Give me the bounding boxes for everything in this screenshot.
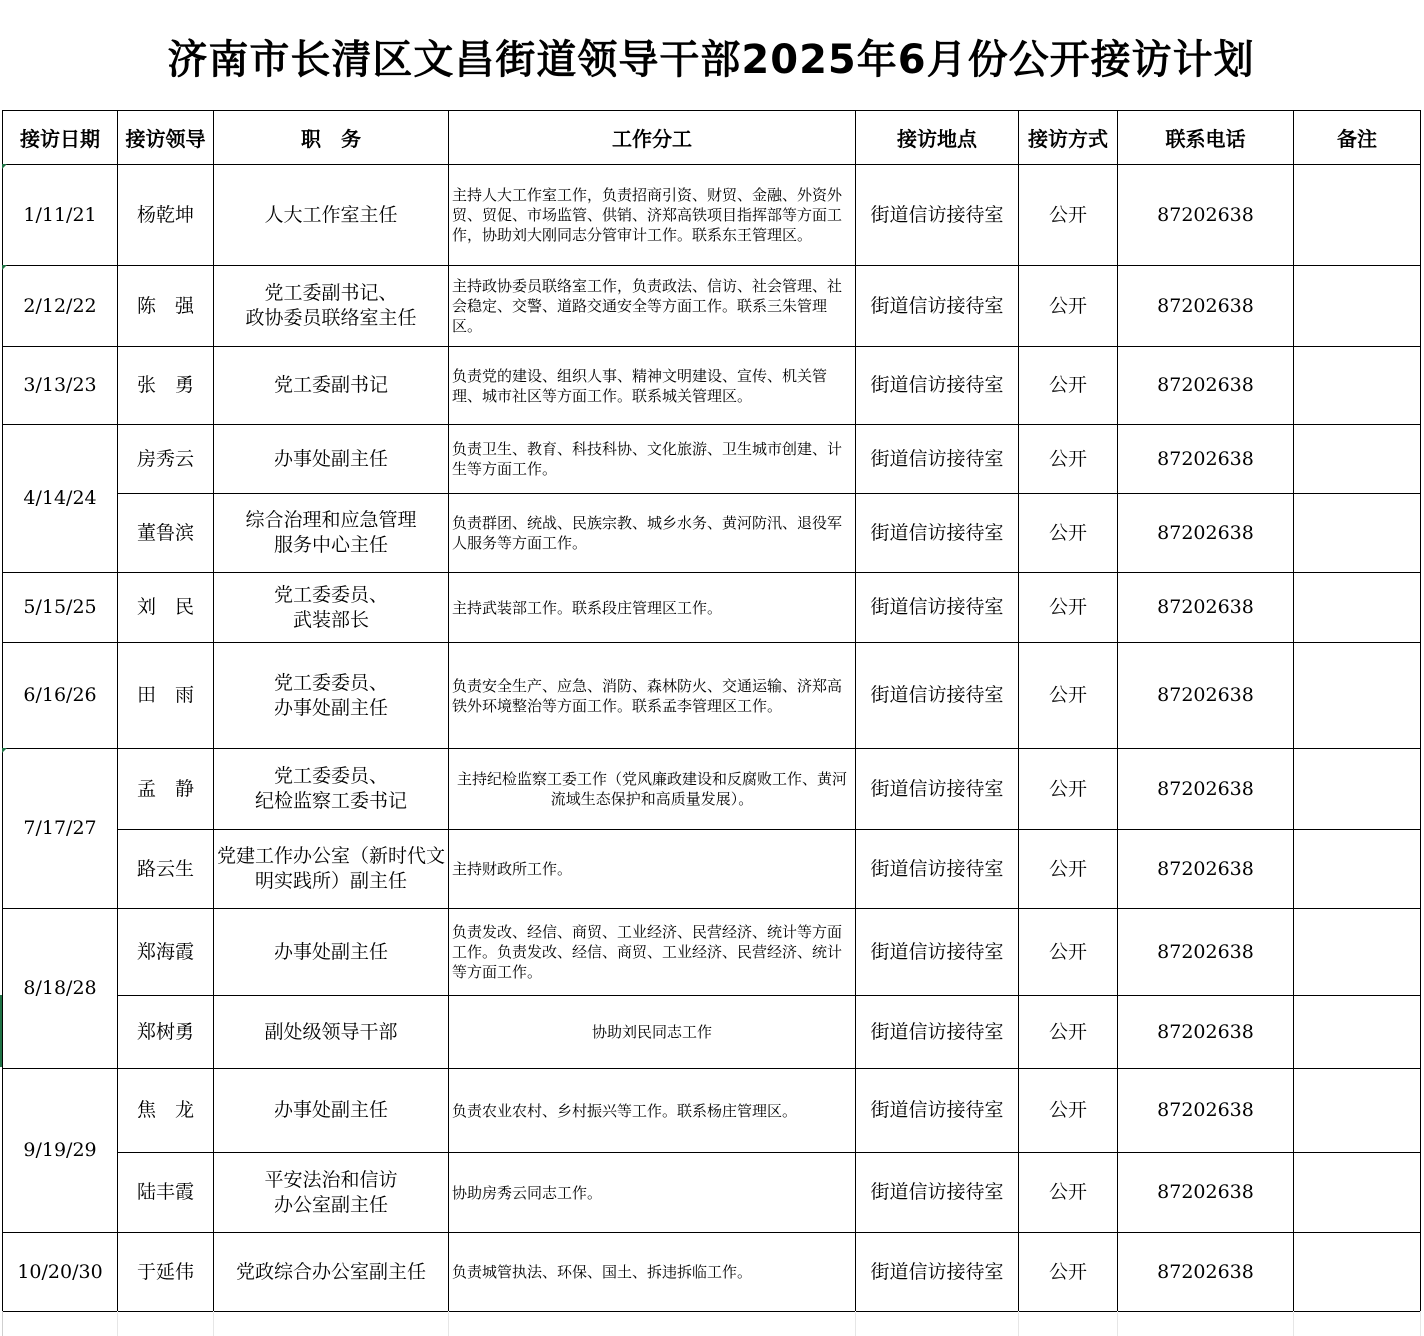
cell-method[interactable]: 公开 [1019, 165, 1118, 266]
cell-date[interactable]: 9/19/29 [3, 1069, 118, 1233]
cell-position[interactable]: 人大工作室主任 [214, 165, 449, 266]
cell-duty[interactable]: 负责群团、统战、民族宗教、城乡水务、黄河防汛、退役军人服务等方面工作。 [449, 494, 856, 573]
cell-duty[interactable]: 主持武装部工作。联系段庄管理区工作。 [449, 573, 856, 643]
cell-date[interactable]: 10/20/30 [3, 1233, 118, 1312]
selection-indicator [0, 995, 2, 1067]
cell-note[interactable] [1294, 1153, 1421, 1233]
table-row [3, 1153, 1421, 1233]
cell-method[interactable]: 公开 [1019, 425, 1118, 494]
cell-duty[interactable]: 负责卫生、教育、科技科协、文化旅游、卫生城市创建、计生等方面工作。 [449, 425, 856, 494]
cell-location[interactable]: 街道信访接待室 [856, 165, 1019, 266]
table-row [3, 165, 1421, 266]
cell-date[interactable]: 6/16/26 [3, 643, 118, 749]
cell-phone[interactable]: 87202638 [1118, 266, 1294, 347]
cell-location[interactable]: 街道信访接待室 [856, 573, 1019, 643]
table-row [3, 1233, 1421, 1312]
table-row [3, 830, 1421, 909]
cell-duty[interactable]: 负责党的建设、组织人事、精神文明建设、宣传、机关管理、城市社区等方面工作。联系城关管理区。 [449, 347, 856, 425]
cell-position[interactable]: 党工委委员、 办事处副主任 [214, 643, 449, 749]
cell-date[interactable]: 3/13/23 [3, 347, 118, 425]
cell-phone[interactable]: 87202638 [1118, 165, 1294, 266]
cell-leader[interactable]: 刘 民 [118, 573, 214, 643]
cell-note[interactable] [1294, 425, 1421, 494]
cell-duty[interactable]: 主持政协委员联络室工作，负责政法、信访、社会管理、社会稳定、交警、道路交通安全等方面工作。联系三朱管理区。 [449, 266, 856, 347]
cell-leader[interactable]: 焦 龙 [118, 1069, 214, 1153]
cell-leader[interactable]: 郑树勇 [118, 996, 214, 1069]
cell-method[interactable]: 公开 [1019, 1233, 1118, 1312]
cell-position[interactable]: 副处级领导干部 [214, 996, 449, 1069]
table-row [3, 749, 1421, 830]
cell-phone[interactable]: 87202638 [1118, 996, 1294, 1069]
cell-location[interactable]: 街道信访接待室 [856, 347, 1019, 425]
cell-leader[interactable]: 路云生 [118, 830, 214, 909]
table-row [3, 425, 1421, 494]
cell-location[interactable]: 街道信访接待室 [856, 830, 1019, 909]
cell-note[interactable] [1294, 573, 1421, 643]
cell-leader[interactable]: 陈 强 [118, 266, 214, 347]
cell-note[interactable] [1294, 1069, 1421, 1153]
cell-method[interactable]: 公开 [1019, 347, 1118, 425]
cell-location[interactable]: 街道信访接待室 [856, 494, 1019, 573]
cell-duty[interactable]: 主持人大工作室工作，负责招商引资、财贸、金融、外资外贸、贸促、市场监管、供销、济郑高铁项目指挥部等方面工作，协助刘大刚同志分管审计工作。联系东王管理区。 [449, 165, 856, 266]
table-row [3, 909, 1421, 996]
cell-position[interactable]: 办事处副主任 [214, 425, 449, 494]
cell-method[interactable]: 公开 [1019, 573, 1118, 643]
cell-leader[interactable]: 郑海霞 [118, 909, 214, 996]
cell-duty[interactable]: 主持财政所工作。 [449, 830, 856, 909]
cell-duty[interactable]: 负责农业农村、乡村振兴等工作。联系杨庄管理区。 [449, 1069, 856, 1153]
cell-leader[interactable]: 张 勇 [118, 347, 214, 425]
cell-date[interactable]: 4/14/24 [3, 425, 118, 573]
cell-location[interactable]: 街道信访接待室 [856, 643, 1019, 749]
cell-leader[interactable]: 董鲁滨 [118, 494, 214, 573]
cell-phone[interactable]: 87202638 [1118, 1233, 1294, 1312]
table-row [3, 643, 1421, 749]
cell-location[interactable]: 街道信访接待室 [856, 1069, 1019, 1153]
cell-duty[interactable]: 负责城管执法、环保、国土、拆违拆临工作。 [449, 1233, 856, 1312]
empty-row [2, 1311, 1421, 1336]
cell-note[interactable] [1294, 749, 1421, 830]
cell-note[interactable] [1294, 347, 1421, 425]
cell-location[interactable]: 街道信访接待室 [856, 1233, 1019, 1312]
schedule-table [2, 110, 1421, 1312]
cell-location[interactable]: 街道信访接待室 [856, 1153, 1019, 1233]
cell-position[interactable]: 党建工作办公室（新时代文明实践所）副主任 [214, 830, 449, 909]
cell-date[interactable]: 8/18/28 [3, 909, 118, 1069]
header-date[interactable]: 接访日期 [3, 111, 118, 165]
cell-note[interactable] [1294, 1233, 1421, 1312]
cell-duty[interactable]: 负责安全生产、应急、消防、森林防火、交通运输、济郑高铁外环境整治等方面工作。联系孟李管理区工作。 [449, 643, 856, 749]
cell-phone[interactable]: 87202638 [1118, 494, 1294, 573]
cell-phone[interactable]: 87202638 [1118, 425, 1294, 494]
cell-phone[interactable]: 87202638 [1118, 1153, 1294, 1233]
table-row [3, 494, 1421, 573]
cell-location[interactable]: 街道信访接待室 [856, 266, 1019, 347]
table-row [3, 1069, 1421, 1153]
cell-method[interactable]: 公开 [1019, 909, 1118, 996]
header-method[interactable]: 接访方式 [1019, 111, 1118, 165]
table-row [3, 266, 1421, 347]
cell-phone[interactable]: 87202638 [1118, 643, 1294, 749]
cell-location[interactable]: 街道信访接待室 [856, 425, 1019, 494]
cell-position[interactable]: 党工委副书记、 政协委员联络室主任 [214, 266, 449, 347]
cell-position[interactable]: 办事处副主任 [214, 1069, 449, 1153]
cell-method[interactable]: 公开 [1019, 830, 1118, 909]
cell-duty[interactable]: 协助房秀云同志工作。 [449, 1153, 856, 1233]
cell-phone[interactable]: 87202638 [1118, 573, 1294, 643]
cell-date[interactable]: 5/15/25 [3, 573, 118, 643]
cell-position[interactable]: 党政综合办公室副主任 [214, 1233, 449, 1312]
cell-position[interactable]: 平安法治和信访 办公室副主任 [214, 1153, 449, 1233]
cell-leader[interactable]: 于延伟 [118, 1233, 214, 1312]
cell-note[interactable] [1294, 643, 1421, 749]
cell-leader[interactable]: 田 雨 [118, 643, 214, 749]
header-leader[interactable]: 接访领导 [118, 111, 214, 165]
cell-leader[interactable]: 孟 静 [118, 749, 214, 830]
header-note[interactable]: 备注 [1294, 111, 1421, 165]
table-row [3, 347, 1421, 425]
header-phone[interactable]: 联系电话 [1118, 111, 1294, 165]
cell-position[interactable]: 综合治理和应急管理 服务中心主任 [214, 494, 449, 573]
cell-method[interactable]: 公开 [1019, 749, 1118, 830]
cell-position[interactable]: 党工委委员、 武装部长 [214, 573, 449, 643]
cell-leader[interactable]: 陆丰霞 [118, 1153, 214, 1233]
header-position[interactable]: 职 务 [214, 111, 449, 165]
cell-method[interactable]: 公开 [1019, 996, 1118, 1069]
comment-marker [2, 265, 7, 270]
cell-date[interactable]: 1/11/21 [3, 165, 118, 266]
table-row [3, 996, 1421, 1069]
cell-note[interactable] [1294, 494, 1421, 573]
cell-leader[interactable]: 杨乾坤 [118, 165, 214, 266]
cell-leader[interactable]: 房秀云 [118, 425, 214, 494]
cell-position[interactable]: 办事处副主任 [214, 909, 449, 996]
cell-phone[interactable]: 87202638 [1118, 830, 1294, 909]
cell-method[interactable]: 公开 [1019, 1069, 1118, 1153]
cell-position[interactable]: 党工委委员、 纪检监察工委书记 [214, 749, 449, 830]
cell-note[interactable] [1294, 266, 1421, 347]
cell-note[interactable] [1294, 996, 1421, 1069]
cell-location[interactable]: 街道信访接待室 [856, 996, 1019, 1069]
cell-phone[interactable]: 87202638 [1118, 909, 1294, 996]
cell-date[interactable]: 2/12/22 [3, 266, 118, 347]
cell-phone[interactable]: 87202638 [1118, 749, 1294, 830]
cell-method[interactable]: 公开 [1019, 1153, 1118, 1233]
comment-marker [2, 748, 7, 753]
cell-location[interactable]: 街道信访接待室 [856, 909, 1019, 996]
table-body [3, 165, 1421, 1312]
cell-note[interactable] [1294, 165, 1421, 266]
header-location[interactable]: 接访地点 [856, 111, 1019, 165]
cell-note[interactable] [1294, 909, 1421, 996]
header-row [3, 111, 1421, 165]
cell-method[interactable]: 公开 [1019, 643, 1118, 749]
cell-phone[interactable]: 87202638 [1118, 1069, 1294, 1153]
cell-duty[interactable]: 负责发改、经信、商贸、工业经济、民营经济、统计等方面工作。负责发改、经信、商贸、工业经济、民营经济、统计等方面工作。 [449, 909, 856, 996]
cell-method[interactable]: 公开 [1019, 494, 1118, 573]
cell-location[interactable]: 街道信访接待室 [856, 749, 1019, 830]
cell-duty[interactable]: 协助刘民同志工作 [449, 996, 856, 1069]
cell-note[interactable] [1294, 830, 1421, 909]
cell-date[interactable]: 7/17/27 [3, 749, 118, 909]
page-title: 济南市长清区文昌街道领导干部2025年6月份公开接访计划 [167, 36, 1255, 83]
cell-method[interactable]: 公开 [1019, 266, 1118, 347]
cell-position[interactable]: 党工委副书记 [214, 347, 449, 425]
cell-phone[interactable]: 87202638 [1118, 347, 1294, 425]
header-duty[interactable]: 工作分工 [449, 111, 856, 165]
table-row [3, 573, 1421, 643]
cell-duty[interactable]: 主持纪检监察工委工作（党风廉政建设和反腐败工作、黄河流域生态保护和高质量发展）。 [449, 749, 856, 830]
comment-marker [2, 164, 7, 169]
